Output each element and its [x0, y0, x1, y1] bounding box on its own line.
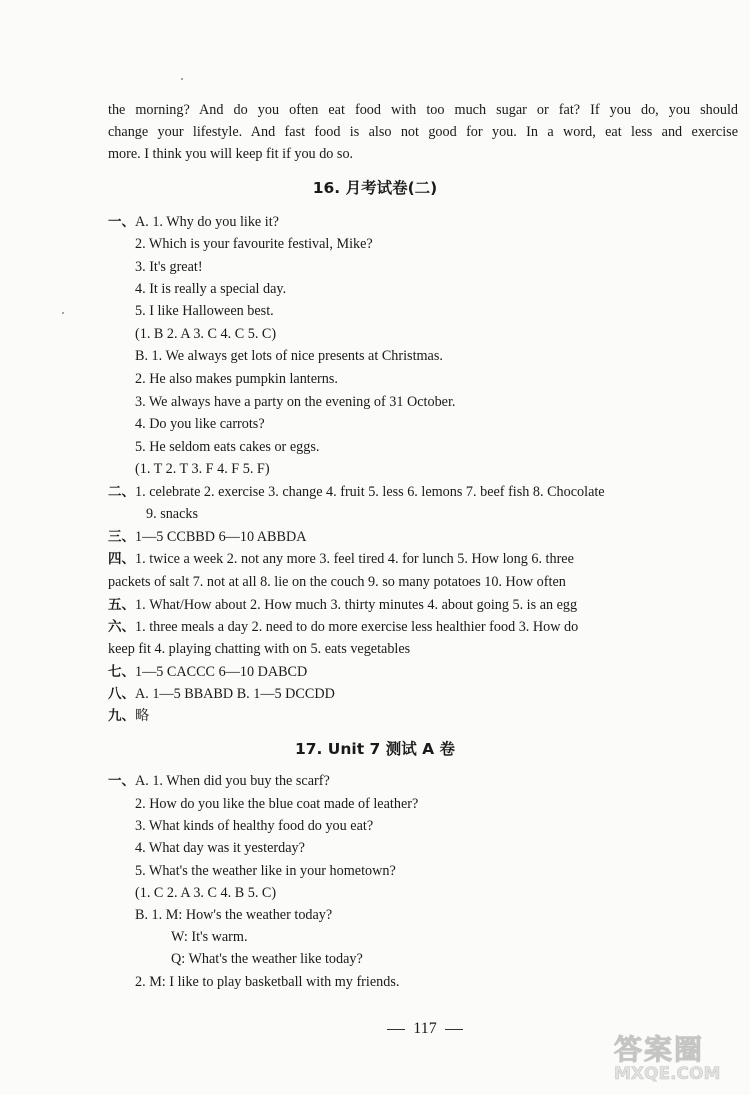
- answer-text: 2. Which is your favourite festival, Mike?: [135, 236, 373, 252]
- dash-right: [445, 1029, 463, 1030]
- answer-line: [135, 347, 738, 365]
- answer-text: 1. celebrate 2. exercise 3. change 4. fruit 5. less 6. lemons 7. beef fish 8. Chocolate: [135, 484, 605, 500]
- section-16-title: 16. 月考试卷(二): [312, 179, 438, 197]
- answer-line: [135, 795, 738, 813]
- answer-text: B. 1. M: How's the weather today?: [135, 907, 333, 923]
- answer-line: [108, 596, 738, 614]
- answer-text: 1—5 CCBBD 6—10 ABBDA: [135, 529, 307, 545]
- answer-text: A. 1. When did you buy the scarf?: [135, 773, 330, 789]
- question-number-marker: 八、: [108, 686, 135, 702]
- answer-text: (1. T 2. T 3. F 4. F 5. F): [135, 461, 270, 477]
- answer-line: [146, 505, 738, 523]
- answer-text: (1. B 2. A 3. C 4. C 5. C): [135, 326, 277, 342]
- answer-line: [108, 618, 738, 636]
- watermark-logo: [614, 1028, 744, 1088]
- dash-left: [387, 1029, 405, 1030]
- answer-text: A. 1. Why do you like it?: [135, 214, 279, 230]
- answer-line: [108, 685, 738, 703]
- answer-text: 3. What kinds of healthy food do you eat?: [135, 818, 374, 834]
- answer-line: [135, 862, 738, 880]
- answer-line: [135, 325, 738, 343]
- answer-text: 1. twice a week 2. not any more 3. feel tired 4. for lunch 5. How long 6. three: [135, 551, 574, 567]
- answer-line: [108, 213, 738, 231]
- answer-text: 4. Do you like carrots?: [135, 416, 265, 432]
- answer-line: [171, 950, 738, 968]
- answer-text: 5. What's the weather like in your hometown?: [135, 863, 396, 879]
- answer-line: [135, 906, 738, 924]
- answer-text: Q: What's the weather like today?: [171, 951, 363, 967]
- answer-text: 2. M: I like to play basketball with my friends.: [135, 974, 400, 990]
- question-number-marker: 四、: [108, 551, 135, 567]
- question-number-marker: 一、: [108, 773, 135, 789]
- answer-text: keep fit 4. playing chatting with on 5. eats vegetables: [108, 641, 411, 657]
- answer-text: W: It's warm.: [171, 929, 248, 945]
- answer-line: [135, 460, 738, 478]
- answer-text: packets of salt 7. not at all 8. lie on the couch 9. so many potatoes 10. How often: [108, 574, 566, 590]
- page-number: [370, 1020, 480, 1038]
- question-number-marker: 六、: [108, 619, 135, 635]
- answer-text: 3. It's great!: [135, 259, 203, 275]
- section-17-title: 17. Unit 7 测试 A 卷: [294, 740, 456, 758]
- answer-line: [135, 370, 738, 388]
- answer-line: [108, 550, 738, 568]
- answer-line: [108, 528, 738, 546]
- answer-line: [171, 928, 738, 946]
- answer-line: [108, 663, 738, 681]
- answer-text: 4. It is really a special day.: [135, 281, 287, 297]
- intro-line-1: the morning? And do you often eat food with too much sugar or fat? If you do, you should: [108, 102, 738, 118]
- answer-line: [108, 483, 738, 501]
- answer-line: [135, 258, 738, 276]
- question-number-marker: 三、: [108, 529, 135, 545]
- answer-text: 9. snacks: [146, 506, 199, 522]
- answer-text: 5. He seldom eats cakes or eggs.: [135, 439, 320, 455]
- question-number-marker: 二、: [108, 484, 135, 500]
- answer-text: A. 1—5 BBABD B. 1—5 DCCDD: [135, 686, 335, 702]
- question-number-marker: 一、: [108, 214, 135, 230]
- answer-line: [108, 640, 738, 658]
- answer-text: (1. C 2. A 3. C 4. B 5. C): [135, 885, 277, 901]
- answer-text: 1—5 CACCC 6—10 DABCD: [135, 664, 308, 680]
- intro-line-3: more. I think you will keep fit if you do so.: [108, 146, 354, 162]
- intro-line-2: change your lifestyle. And fast food is also not good for you. In a word, eat less and exercise: [108, 124, 738, 140]
- answer-line: [108, 573, 738, 591]
- question-number-marker: 七、: [108, 664, 135, 680]
- watermark-bottom: MXQE.COM: [614, 1064, 721, 1084]
- answer-line: [135, 973, 738, 991]
- answer-text: 1. three meals a day 2. need to do more exercise less healthier food 3. How do: [135, 619, 579, 635]
- answer-text: 2. How do you like the blue coat made of leather?: [135, 796, 419, 812]
- answer-line: [135, 280, 738, 298]
- answer-text: 略: [135, 708, 150, 724]
- scan-speck: [181, 78, 183, 80]
- question-number-marker: 五、: [108, 597, 135, 613]
- answer-line: [135, 393, 738, 411]
- answer-text: B. 1. We always get lots of nice presents at Christmas.: [135, 348, 443, 364]
- answer-line: [108, 772, 738, 790]
- answer-line: [135, 235, 738, 253]
- answer-text: 4. What day was it yesterday?: [135, 840, 305, 856]
- answer-text: 2. He also makes pumpkin lanterns.: [135, 371, 338, 387]
- answer-line: [135, 817, 738, 835]
- answer-line: [135, 839, 738, 857]
- answer-line: [108, 707, 738, 725]
- answer-text: 3. We always have a party on the evening of 31 October.: [135, 394, 456, 410]
- page-number-text: 117: [413, 1020, 437, 1037]
- scan-speck: [62, 312, 64, 314]
- answer-text: 5. I like Halloween best.: [135, 303, 274, 319]
- question-number-marker: 九、: [108, 708, 135, 724]
- answer-line: [135, 415, 738, 433]
- answer-line: [135, 438, 738, 456]
- answer-text: 1. What/How about 2. How much 3. thirty minutes 4. about going 5. is an egg: [135, 597, 578, 613]
- answer-line: [135, 884, 738, 902]
- answer-line: [135, 302, 738, 320]
- watermark-top: 答案圈: [614, 1033, 705, 1066]
